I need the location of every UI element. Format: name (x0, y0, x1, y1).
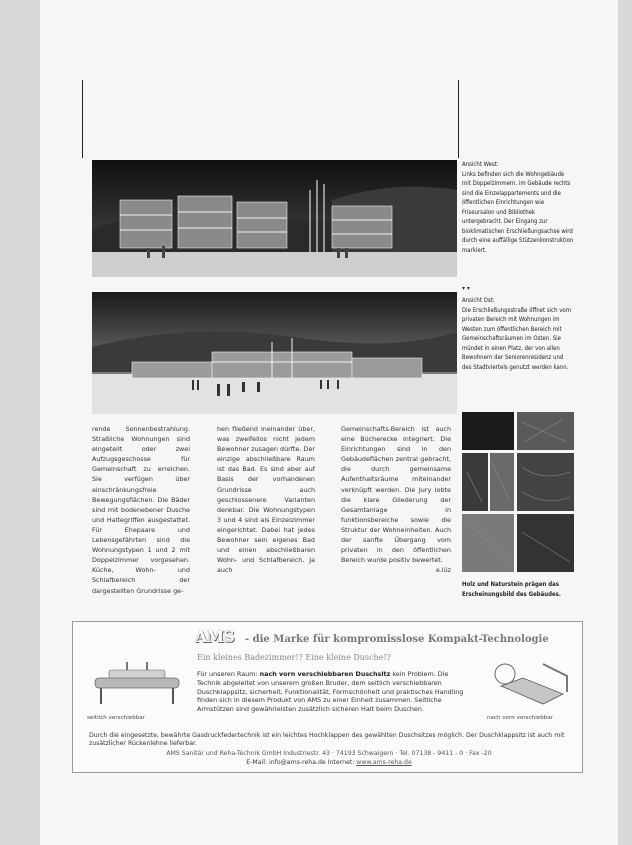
header-rule-right (458, 80, 459, 158)
caption-east (462, 296, 574, 372)
material-photo-grid (462, 412, 574, 572)
caption-divider: ▾ ▾ (462, 285, 470, 292)
caption-materials: Holz und Naturstein prägen das Erscheinungsbild des Gebäudes. (462, 581, 561, 598)
shower-seat-front-image (483, 656, 573, 714)
ad-website-link[interactable]: www.ams-reha.de (356, 758, 412, 766)
ad-body-post: kein Problem. Die Technik abgeleitet von unserem großen Bruder, dem seitlich verschiebbaren Duschklappsitz, sicherheit, Funktionalität, Formschönheit und praktisches Handling finden sich in diesem Produkt von AMS zu einer Einheit zusammen. Seitliche Armstützen sind gewährleisten zusätzlich sicheren Halt beim Duschen. (197, 670, 464, 714)
ams-advertisement (72, 621, 583, 773)
ad-body-bold: nach vorn verschiebbaren Duschsitz (259, 670, 391, 678)
ad-body-pre: Für unseren Raum: (197, 670, 260, 678)
text-column-3 (341, 424, 451, 575)
header-rule-left (82, 80, 83, 158)
caption-west (462, 160, 574, 255)
text-column-2 (217, 424, 315, 575)
text-column-1 (92, 424, 190, 596)
text-column-2-body: hen fließend ineinander über, was zweifellos nicht jedem Bewohner zusagen dürfte. Der einzige abschließbare Raum ist das Bad. Es sind aber auf Basis der vorhandenen Grundrisse auch geschlossenere Varianten denkbar. Die Wohnungstypen 3 und 4 sind als Einzelzimmer eingerichtet. Dabei hat jedes Bewohner sein eigenes Bad und einen abschließbaren Wohn- und Schlafbereich. Ja auch (217, 425, 315, 575)
ad-tagline: - die Marke für kompromisslose Kompakt-Technologie (245, 634, 549, 645)
rendering-west-view (92, 160, 457, 277)
ad-web-line (89, 759, 569, 768)
ad-body-text (197, 670, 467, 714)
ad-slogan: Ein kleines Badezimmer!? Eine kleine Dusche!? (197, 653, 391, 662)
ad-address: AMS Sanitär und Reha-Technik GmbH Industriestr. 43 · 74193 Schwaigern · Tel. 07138 - 9411 - 0 · Fax -20 (166, 750, 492, 757)
label-front-sliding: nach vorn verschiebbar (487, 715, 554, 721)
caption-east-text: Die Erschließungsstraße öffnet sich vom privaten Bereich mit Wohnungen im Westen zum öffentlichen Bereich mit Gemeinschaftsräumen im Osten. Sie mündet in einen Platz, der von allen Bewohnern der Seniorenresidenz und des Stadtviertels genutzt werden kann. (462, 306, 571, 371)
caption-east-title: Ansicht Ost: (462, 297, 495, 304)
article-author: e.lüz (435, 566, 451, 575)
shower-seat-side-image (87, 660, 187, 712)
caption-west-text: Links befinden sich die Wohngebäude mit Doppelzimmern, im Gebäude rechts sind die Einzelappartements und die öffentlichen Einrichtungen wie Friseursalon und Bibliothek untergebracht. Der Eingang zur bioklimatischen Erschließungsachse wird durch eine auffällige Stützenkonstruktion markiert. (462, 170, 574, 254)
ams-logo: AMS (195, 627, 234, 646)
text-column-3-body: Gemeinschafts-Bereich ist auch eine Bücherecke integriert. Die Einrichtungen sind in den Gebäudeflächen zentral gebracht, die durch gemeinsame Aufenthaltsräume miteinander verknüpft werden. Die Jury lobte die klare Gliederung der Gesamtanlage in funktionsbereiche sowie die Struktur der Wohneinheiten. Auch der sanfte Übergang vom privaten in den öffentlichen Bereich wurde positiv bewertet. (341, 425, 451, 565)
label-side-sliding: seitlich verschiebbar (87, 715, 146, 721)
ad-contact (89, 750, 569, 767)
ad-email-line: E-Mail: info@ams-reha.de Internet: (246, 758, 357, 766)
text-column-1-body: rende Sonnenbestrahlung. Straßliche Wohnungen sind eingeteilt oder zwei Aufzugsgeschosse für Gemeinschaft zu erreichen. Sie verfügen über einschränkungsfreie Bewegungsflächen. Die Bäder sind mit bodenebener Dusche und Haltegriffen ausgestattet. Für Ehepaare und Lebensgefährten sind die Wohnungstypen 1 und 2 mit Doppelzimmer vorgesehen. Küche, Wohn- und Schlafbereich der dargestellten Grundrisse ge- (92, 425, 190, 595)
ad-full-text: Durch die eingesetzte, bewährte Gasdruckfedertechnik ist ein leichtes Hochklappen des gewählten Duschsitzes möglich. Der Duschklappsitz ist auch mit zusätzlicher Rückenlehne lieferbar. (89, 732, 565, 747)
caption-west-title: Ansicht West: (462, 161, 499, 168)
rendering-east-view (92, 292, 457, 414)
